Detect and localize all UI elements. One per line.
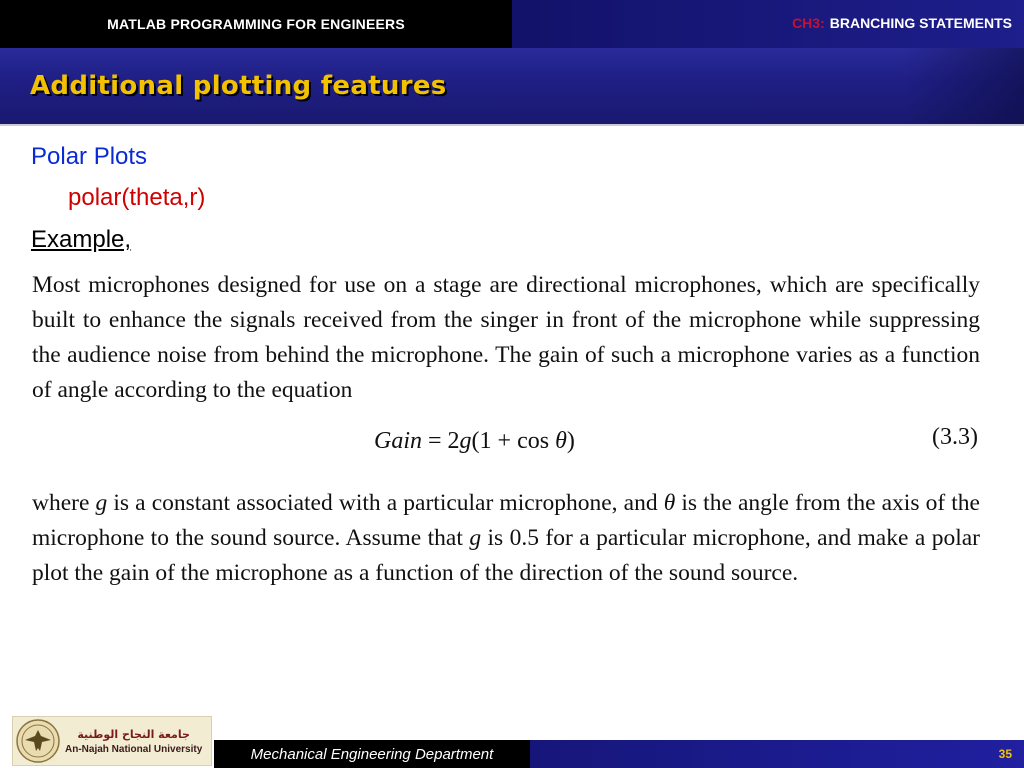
- polar-plots-heading: Polar Plots: [31, 143, 148, 170]
- p2-text-b: is a constant associated with a particular microphone, and: [107, 490, 664, 516]
- equation-var-g: g: [459, 428, 472, 454]
- footer-department: Mechanical Engineering Department: [214, 740, 530, 768]
- university-name-english: An-Najah National University: [65, 743, 203, 755]
- excerpt-paragraph-1: Most microphones designed for use on a stage are directional microphones, which are specifically built to enhance the signals received from the singer in front of the microphone while suppressing the audience noise from behind the microphone. The gain of such a microphone varies as a function of angle according to the equation: [32, 272, 980, 403]
- course-title: MATLAB PROGRAMMING FOR ENGINEERS: [0, 0, 512, 48]
- header-bar: [0, 0, 1024, 48]
- equation-rhs-mid: (1 + cos: [471, 428, 556, 454]
- equation-row: [32, 420, 980, 480]
- excerpt-paragraph-2: [32, 486, 980, 591]
- p2-text-c: is the angle from the axis of the microphone to the sound source. Assume that: [32, 490, 980, 551]
- chapter-label: [512, 0, 1024, 48]
- p2-text-a: where: [32, 490, 96, 516]
- p2-text-d: is 0.5 for a particular microphone, and make a polar plot the gain of the microphone as a function of the direction of the sound source.: [32, 525, 980, 586]
- equation-lhs: Gain: [374, 428, 422, 454]
- p2-var-theta: θ: [663, 490, 676, 516]
- textbook-excerpt: [32, 268, 980, 591]
- page-number: 35: [530, 740, 1024, 768]
- title-band: [0, 48, 1024, 126]
- equation-rhs-pre: = 2: [422, 428, 460, 454]
- equation-number: (3.3): [932, 424, 978, 450]
- university-logo: [12, 716, 212, 766]
- university-seal-icon: [15, 718, 61, 764]
- p2-var-g2: g: [469, 525, 482, 551]
- equation-var-theta: θ: [555, 428, 567, 454]
- chapter-title: BRANCHING STATEMENTS: [829, 15, 1012, 31]
- polar-syntax: polar(theta,r): [68, 184, 206, 211]
- logo-text: [65, 728, 202, 755]
- p2-var-g1: g: [95, 490, 108, 516]
- chapter-code: CH3:: [792, 15, 825, 31]
- slide-title: Additional plotting features: [30, 71, 447, 101]
- gain-equation: [374, 428, 575, 455]
- equation-rhs-post: ): [566, 428, 575, 454]
- example-label: Example,: [31, 226, 132, 253]
- university-name-arabic: جامعة النجاح الوطنية: [77, 727, 190, 741]
